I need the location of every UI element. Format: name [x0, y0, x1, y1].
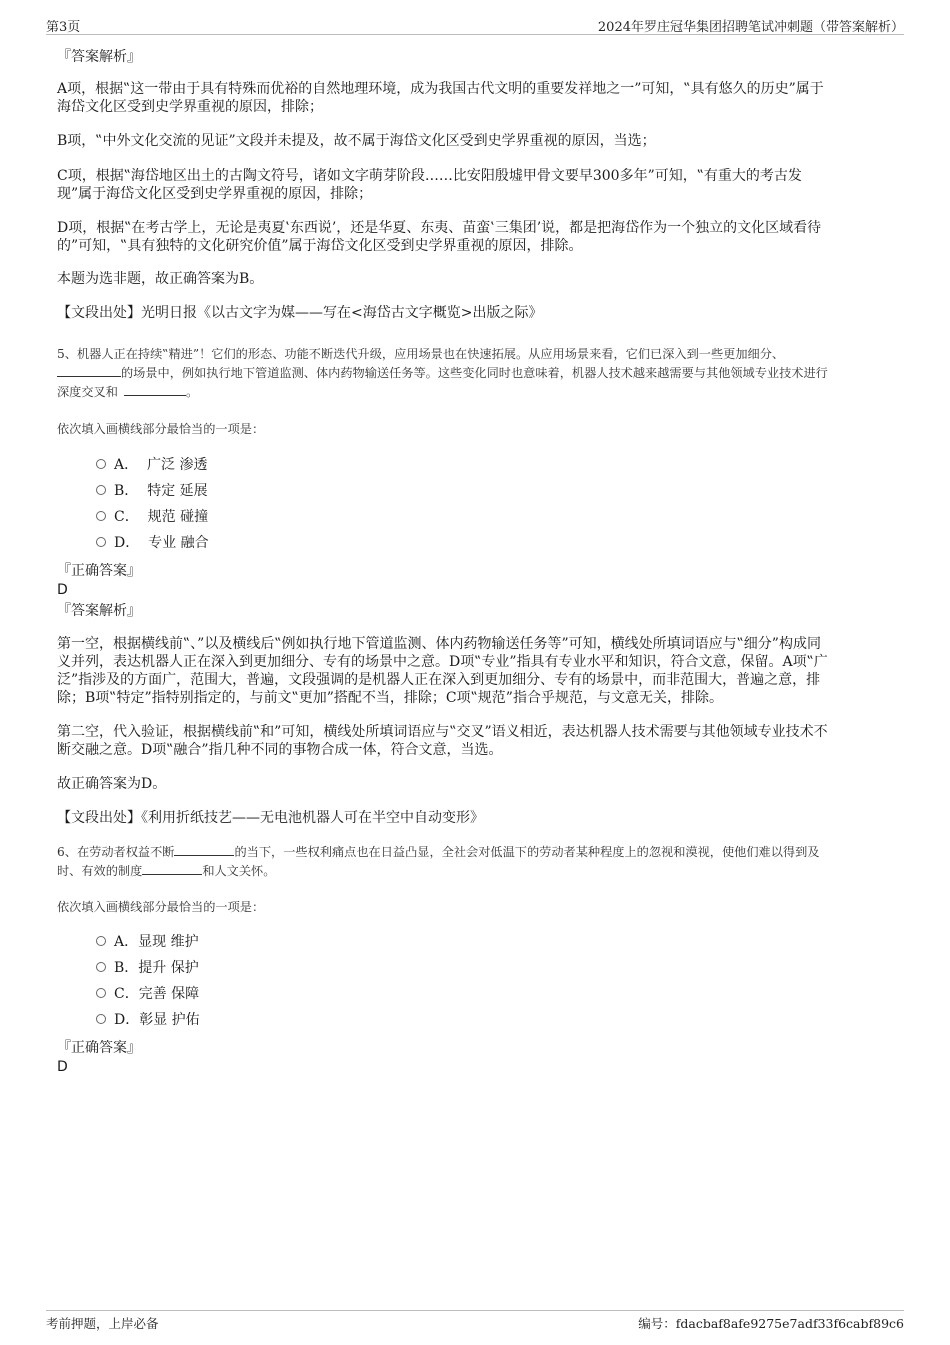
- text-line: C项，根据‟海岱地区出土的古陶文符号，诸如文字萌芽阶段……比安阳殷墟甲骨文要早300多年”可知，‟有重大的考古发: [57, 168, 802, 184]
- option-letter: A．: [114, 934, 139, 950]
- q6-option-a[interactable]: [96, 932, 199, 952]
- text-line: 第二空，代入验证，根据横线前‟和”可知，横线处所填词语应与‟交叉”语义相近，表达机器人技术需要与其他领域专业技术不: [57, 724, 828, 740]
- q5-source: 【文段出处】《利用折纸技艺——无电池机器人可在半空中自动变形》: [57, 810, 484, 826]
- text-line: 除；B项‟特定”指特别指定的，与前文‟更加”搭配不当，排除；C项‟规范”指合乎规范，与文意无关，排除。: [57, 690, 723, 706]
- text-line: 义并列，表达机器人正在深入到更加细分、专有的场景中之意。D项‟专业”指具有专业水平和知识，符合文意，保留。A项‟广: [57, 654, 828, 670]
- text-line: B项，‟中外文化交流的见证”文段并未提及，故不属于海岱文化区受到史学界重视的原因，当选；: [57, 133, 656, 149]
- q6-instruction: 依次填入画横线部分最恰当的一项是：: [57, 900, 265, 914]
- radio-button-icon[interactable]: [96, 459, 106, 469]
- text-line: D项，根据‟在考古学上，无论是夷夏‛东西说’，还是华夏、东夷、苗蛮‛三集团’说，都是把海岱作为一个独立的文化区域看待: [57, 220, 822, 236]
- q6-correct-label: 『正确答案』: [57, 1040, 141, 1056]
- footer-slogan: 考前押题，上岸必备: [46, 1316, 159, 1331]
- q4-analysis-d: [57, 219, 895, 255]
- radio-button-icon[interactable]: [96, 485, 106, 495]
- q5-correct-answer: D: [57, 582, 68, 598]
- fill-blank: [174, 843, 234, 856]
- q5-stem-line: [57, 383, 895, 402]
- text-line: 的”可知，‟具有独特的文化研究价值”属于海岱文化区受到史学界重视的原因，排除。: [57, 238, 583, 254]
- fill-blank: [57, 364, 121, 377]
- option-letter: D．: [114, 535, 140, 551]
- q4-conclusion: 本题为选非题，故正确答案为B。: [57, 271, 264, 287]
- q5-stem-line: 5、机器人正在持续‟精进”！它们的形态、功能不断迭代升级，应用场景也在快速拓展。从应用场景来看，它们已深入到一些更加细分、: [57, 347, 785, 361]
- text-run: 时、有效的制度: [57, 864, 143, 878]
- fill-blank: [124, 383, 186, 396]
- q5-instruction: 依次填入画横线部分最恰当的一项是：: [57, 422, 265, 436]
- q5-stem-line: [57, 364, 895, 383]
- q4-source: 【文段出处】光明日报《以古文字为媒——写在<海岱古文字概览>出版之际》: [57, 305, 543, 321]
- text-run: 的场景中，例如执行地下管道监测、体内药物输送任务等。这些变化同时也意味着，机器人技术越来越需要与其他领域专业技术进行: [121, 366, 828, 380]
- radio-button-icon[interactable]: [96, 936, 106, 946]
- page-footer: [46, 1310, 904, 1331]
- q4-analysis-a: [57, 80, 895, 116]
- document-code: 编号：fdacbaf8afe9275e7adf33f6cabf89c6: [638, 1316, 904, 1331]
- text-run: 。: [185, 385, 199, 399]
- option-text: 提升 保护: [138, 960, 199, 976]
- text-run: 深度交叉和: [57, 385, 118, 399]
- text-run: 和人文关怀。: [202, 864, 276, 878]
- q5-correct-label: 『正确答案』: [57, 563, 141, 579]
- fill-blank: [142, 862, 202, 875]
- option-text: 特定 延展: [147, 483, 208, 499]
- q5-option-b[interactable]: [96, 481, 208, 501]
- text-run: 6、在劳动者权益不断: [57, 845, 175, 859]
- option-text: 规范 碰撞: [147, 509, 209, 525]
- text-line: 第一空，根据横线前‟、”以及横线后‟例如执行地下管道监测、体内药物输送任务等”可知，横线处所填词语应与‟细分”构成同: [57, 636, 821, 652]
- radio-button-icon[interactable]: [96, 537, 106, 547]
- page-number: 第3页: [46, 20, 81, 35]
- text-line: 现”属于海岱文化区受到史学界重视的原因，排除；: [57, 186, 373, 202]
- q6-option-c[interactable]: [96, 984, 199, 1004]
- radio-button-icon[interactable]: [96, 962, 106, 972]
- page-header: [46, 14, 904, 35]
- q4-analysis-b: [57, 132, 895, 150]
- q4-analysis-c: [57, 167, 895, 203]
- q5-analysis-p1: [57, 635, 895, 707]
- option-text: 完善 保障: [138, 986, 200, 1002]
- option-text: 显现 维护: [138, 934, 199, 950]
- q6-stem-line: [57, 862, 895, 881]
- q5-stem: [57, 345, 895, 402]
- q6-stem-line: [57, 843, 895, 862]
- option-text: 专业 融合: [148, 535, 209, 551]
- text-line: A项，根据‟这一带由于具有特殊而优裕的自然地理环境，成为我国古代文明的重要发祥地之一”可知，‟具有悠久的历史”属于: [57, 81, 824, 97]
- q6-option-d[interactable]: [96, 1010, 200, 1030]
- q5-analysis-p2: [57, 723, 895, 759]
- option-letter: D．: [114, 1012, 140, 1028]
- document-title: 2024年罗庄冠华集团招聘笔试冲刺题（带答案解析）: [597, 20, 904, 35]
- radio-button-icon[interactable]: [96, 988, 106, 998]
- q5-conclusion: 故正确答案为D。: [57, 776, 167, 792]
- q6-stem: [57, 843, 895, 881]
- text-line: 断交融之意。D项‟融合”指几种不同的事物合成一体，符合文意，当选。: [57, 742, 503, 758]
- q4-analysis-label: 『答案解析』: [57, 49, 141, 65]
- text-run: 的当下，一些权利痛点也在日益凸显，全社会对低温下的劳动者某种程度上的忽视和漠视，使他们难以得到及: [234, 845, 820, 859]
- option-text: 广泛 渗透: [147, 457, 208, 473]
- q5-option-d[interactable]: [96, 533, 209, 553]
- option-text: 彰显 护佑: [139, 1012, 200, 1028]
- option-letter: C．: [114, 986, 139, 1002]
- q5-option-c[interactable]: [96, 507, 208, 527]
- q6-option-b[interactable]: [96, 958, 199, 978]
- radio-button-icon[interactable]: [96, 511, 106, 521]
- option-letter: B．: [114, 483, 139, 499]
- option-letter: C．: [114, 509, 139, 525]
- text-line: 海岱文化区受到史学界重视的原因，排除；: [57, 99, 323, 115]
- q5-analysis-label: 『答案解析』: [57, 603, 141, 619]
- option-letter: B．: [114, 960, 139, 976]
- radio-button-icon[interactable]: [96, 1014, 106, 1024]
- q6-correct-answer: D: [57, 1059, 68, 1075]
- option-letter: A．: [114, 457, 139, 473]
- text-line: 泛”指涉及的方面广，范围大，普遍，文段强调的是机器人正在深入到更加细分、专有的场景中，而非范围大，普遍之意，排: [57, 672, 821, 688]
- q5-option-a[interactable]: [96, 455, 207, 475]
